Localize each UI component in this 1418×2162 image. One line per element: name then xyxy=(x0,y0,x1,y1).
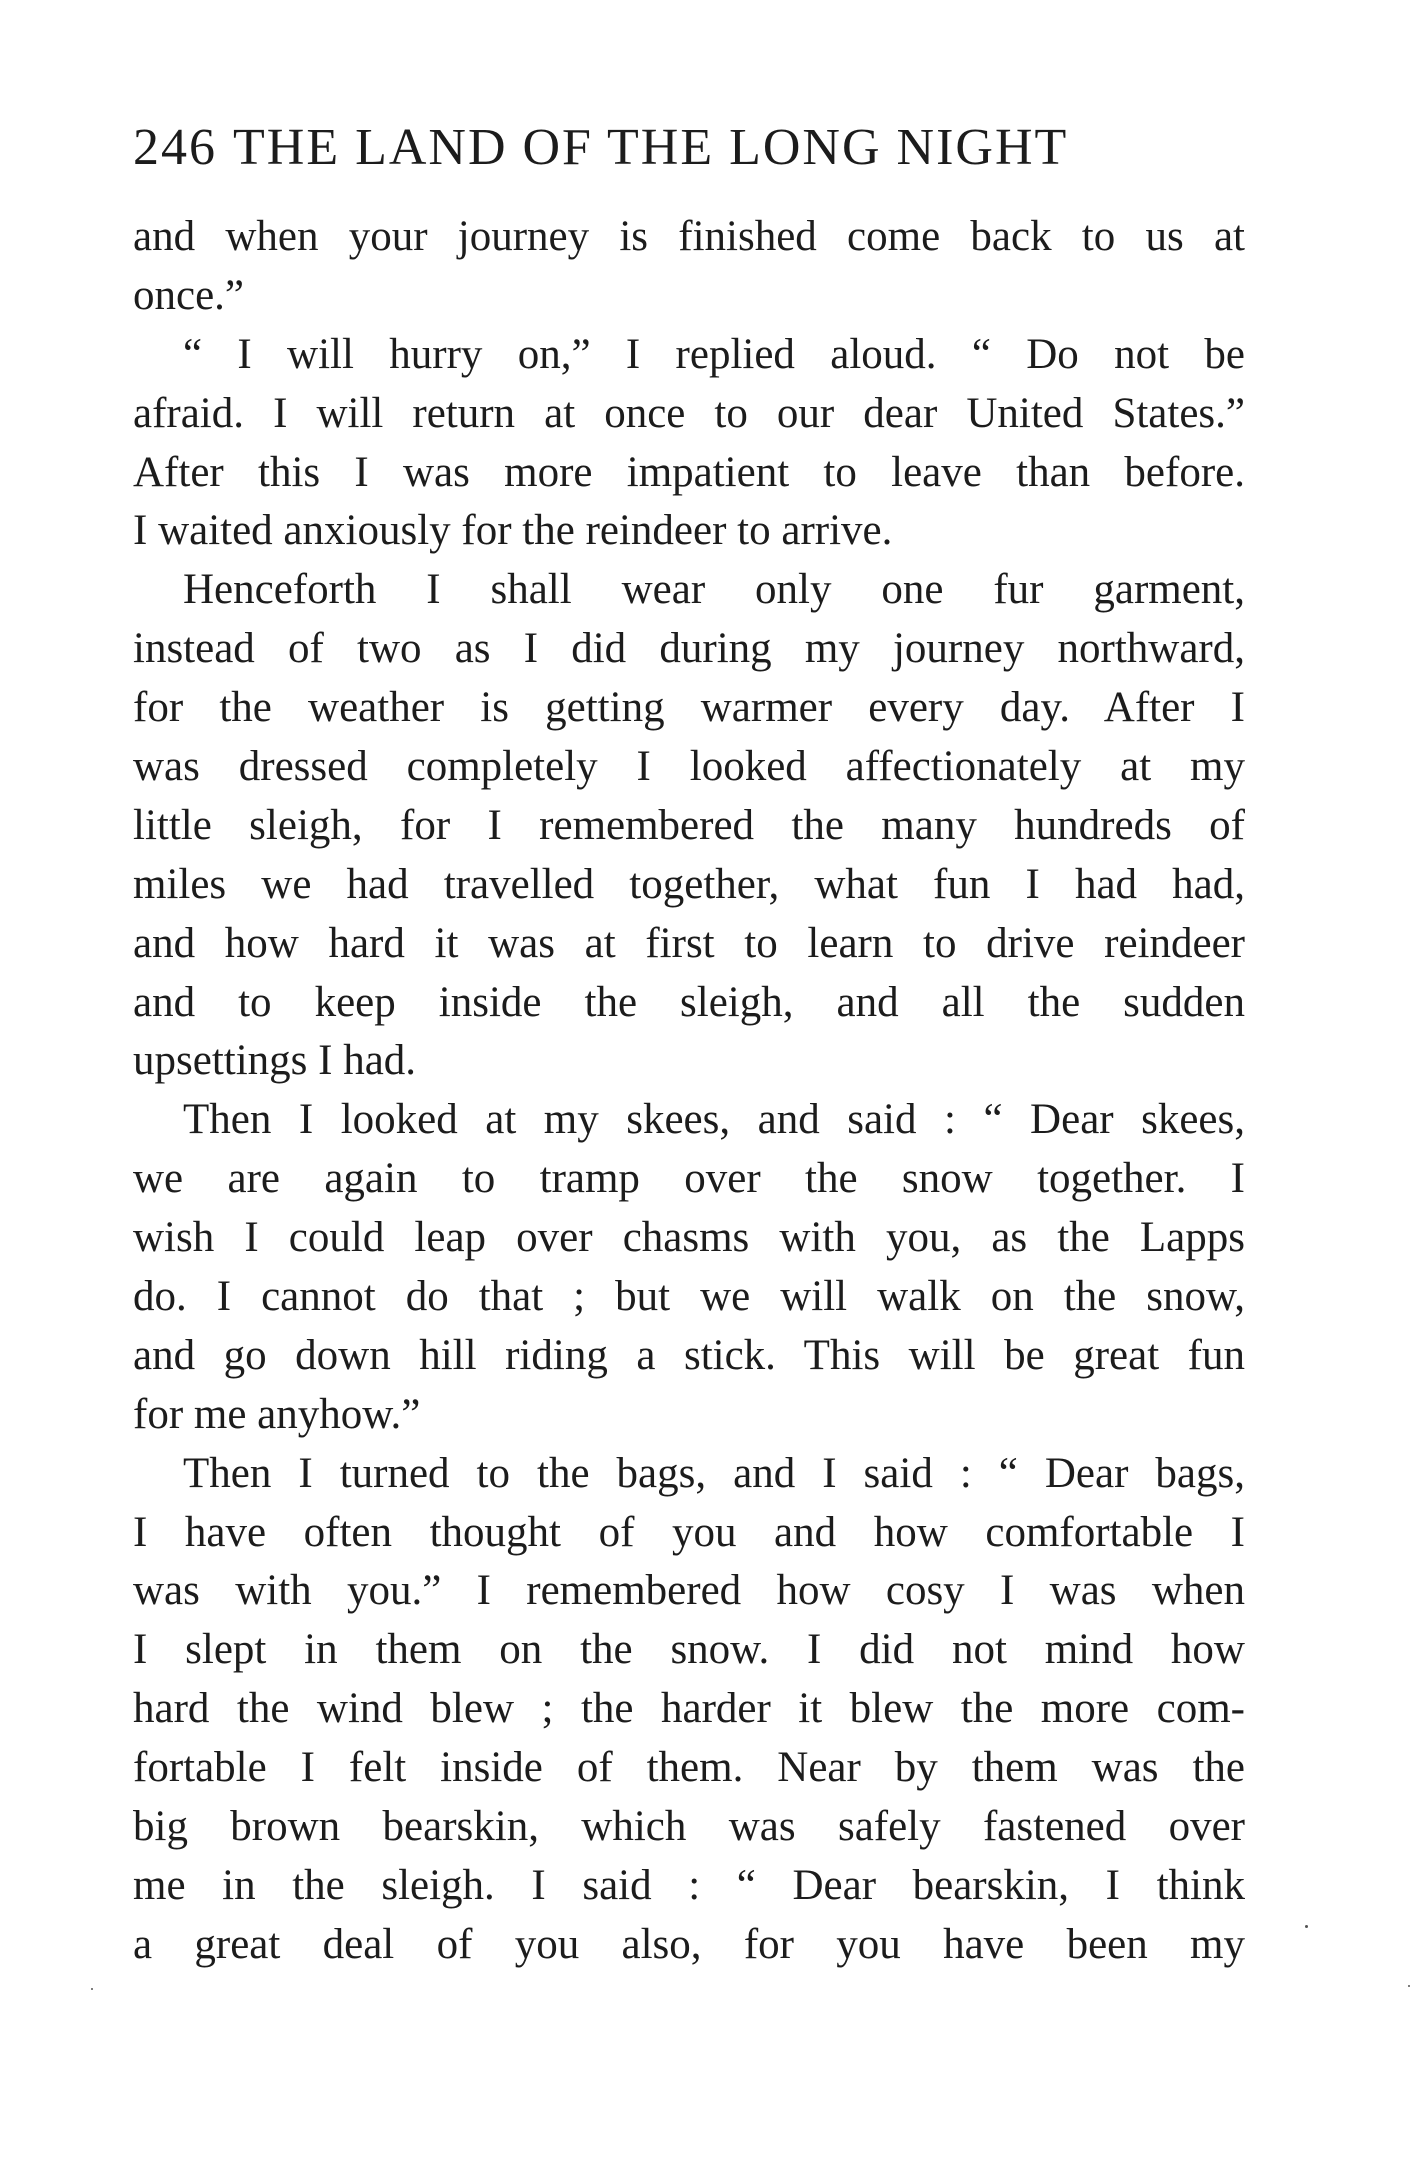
text-line: for the weather is getting warmer every day. After I xyxy=(133,684,1245,732)
text-line: instead of two as I did during my journey northward, xyxy=(133,625,1245,673)
text-line: and how hard it was at first to learn to drive reindeer xyxy=(133,919,1245,967)
text-line: little sleigh, for I remembered the many hundreds of xyxy=(133,801,1245,849)
text-line: I slept in them on the snow. I did not mind how xyxy=(133,1626,1245,1674)
text-line: afraid. I will return at once to our dear United States.” xyxy=(133,389,1245,437)
page-number: 246 xyxy=(133,119,217,176)
text-line: big brown bearskin, which was safely fastened over xyxy=(133,1803,1245,1851)
text-line: and when your journey is finished come back to us at xyxy=(133,213,1245,260)
body-text xyxy=(133,208,1245,1975)
text-line: miles we had travelled together, what fun I had had, xyxy=(133,860,1245,908)
print-speck xyxy=(1408,1985,1410,1987)
text-line: was dressed completely I looked affectionately at my xyxy=(133,743,1245,791)
text-line: a great deal of you also, for you have been my xyxy=(133,1920,1245,1968)
text-line: and to keep inside the sleigh, and all the sudden xyxy=(133,978,1245,1026)
running-head xyxy=(133,118,1253,178)
text-line: do. I cannot do that ; but we will walk on the snow, xyxy=(133,1273,1245,1321)
text-line: fortable I felt inside of them. Near by them was the xyxy=(133,1744,1245,1792)
text-line: Then I turned to the bags, and I said : “ Dear bags, xyxy=(183,1449,1245,1497)
text-line: once.” xyxy=(133,271,245,319)
text-line: hard the wind blew ; the harder it blew the more com- xyxy=(133,1685,1245,1733)
text-line: I have often thought of you and how comfortable I xyxy=(133,1508,1245,1556)
text-line: After this I was more impatient to leave than before. xyxy=(133,448,1245,496)
text-line: upsettings I had. xyxy=(133,1037,417,1085)
text-line: Henceforth I shall wear only one fur garment, xyxy=(183,566,1245,614)
print-speck xyxy=(91,1988,93,1990)
text-line: and go down hill riding a stick. This will be great fun xyxy=(133,1331,1245,1379)
running-head-title: THE LAND OF THE LONG NIGHT xyxy=(233,119,1069,176)
text-line: wish I could leap over chasms with you, as the Lapps xyxy=(133,1214,1245,1262)
text-line: we are again to tramp over the snow together. I xyxy=(133,1155,1245,1203)
text-line: Then I looked at my skees, and said : “ Dear skees, xyxy=(183,1096,1245,1144)
text-line: “ I will hurry on,” I replied aloud. “ Do not be xyxy=(183,330,1245,378)
text-line: was with you.” I remembered how cosy I was when xyxy=(133,1567,1245,1615)
text-line: for me anyhow.” xyxy=(133,1390,421,1438)
print-speck xyxy=(1305,1925,1308,1928)
text-line: I waited anxiously for the reindeer to arrive. xyxy=(133,507,893,555)
text-line: me in the sleigh. I said : “ Dear bearskin, I think xyxy=(133,1861,1245,1909)
